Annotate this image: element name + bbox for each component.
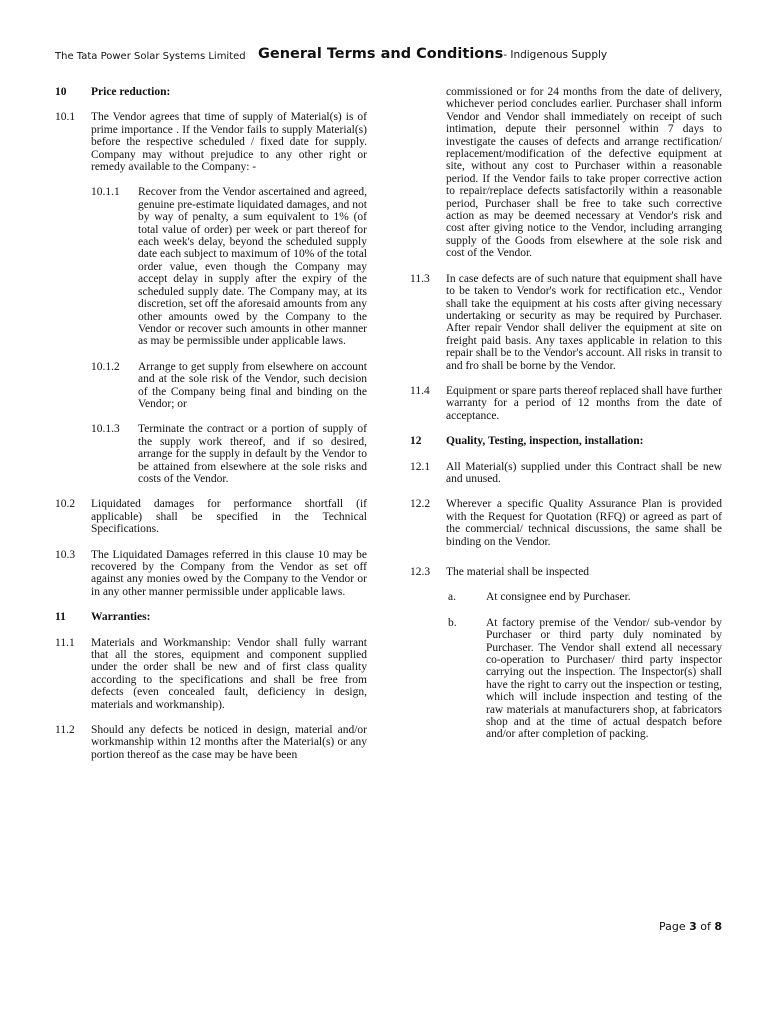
section-11-heading: 11 Warranties: [55, 611, 151, 624]
clause-12-2: 12.2 Wherever a specific Quality Assurance Plan is provided with the Request for Quotation (RFQ) or agreed as part of the commercial/ technical discussions, the same shall be binding on the Vendor. [410, 498, 722, 548]
section-12-heading: 12 Quality, Testing, inspection, installation: [410, 435, 644, 448]
clause-10-1-3: 10.1.3 Terminate the contract or a portion of supply of the supply work thereof, and if so desired, arrange for the supply in default by the Vendor to be attained from elsewhere at the sole risks and costs of the Vendor. [91, 423, 367, 485]
clause-12-3-a: a. At consignee end by Purchaser. [448, 591, 631, 604]
right-column [410, 86, 722, 754]
section-10-heading: 10 Price reduction: [55, 86, 171, 98]
clause-11-1: 11.1 Materials and Workmanship: Vendor shall fully warrant that all the stores, equipment and component supplied under the order shall be new and of first class quality according to the specifications and shall be free from defects (even concealed fault, deficiency in design, materials and workmanship). [55, 636, 367, 711]
clause-12-3-b: b. At factory premise of the Vendor/ sub-vendor by Purchaser or third party duly nominated by Purchaser. The Vendor shall extend all necessary co-operation to Purchaser/ third party inspector carrying out the inspection. The Inspector(s) shall have the right to carry out the inspection or testing, which will include inspection and testing of the raw materials at manufacturers shop, at fabricators shop and at the time of actual despatch before and/or after completion of packing. [448, 616, 722, 741]
clause-11-3: 11.3 In case defects are of such nature that equipment shall have to be taken to Vendor's work for rectification etc., Vendor shall take the equipment at his costs after giving necessary undertaking or security as may be required by Purchaser. After repair Vendor shall deliver the equipment at site on freight paid basis. Any taxes applicable in relation to this repair shall be to the Vendor's account. All risks in transit to and fro shall be borne by the Vendor. [410, 272, 722, 372]
document-title [258, 46, 607, 62]
clause-10-1-2: 10.1.2 Arrange to get supply from elsewhere on account and at the sole risk of the Vendor, such decision of the Company being final and binding on the Vendor; or [91, 360, 367, 410]
clause-10-1: 10.1 The Vendor agrees that time of supply of Material(s) is of prime importance . If the Vendor fails to supply Material(s) before the respective scheduled / fixed date for supply. Company may without prejudice to any other right or remedy available to the Company: - [55, 111, 367, 174]
page-number: Page 3 of 8 [659, 920, 723, 933]
clause-11-2-continued: commissioned or for 24 months from the date of delivery, whichever period concludes earlier. Purchaser shall inform Vendor and Vendor shall immediately on receipt of such intimation, depute their personnel within 7 days to investigate the causes of defects and arrange rectification/ replacement/modification of the defective equipment at site, without any cost to Purchaser within a reasonable period. If the Vendor fails to take proper corrective action to repair/replace defects satisfactorily within a reasonable period, Purchaser shall be free to take such corrective action as may be deemed necessary at Vendor's risk and cost after giving notice to the Vendor, including arranging supply of the Goods from elsewhere at the sole risk and cost of the Vendor. [446, 86, 722, 260]
clause-10-1-1: 10.1.1 Recover from the Vendor ascertained and agreed, genuine pre-estimate liquidated damages, and not by way of penalty, a sum equivalent to 1% (of total value of order) per week or part thereof for each week's delay, beyond the scheduled supply date each subject to maximum of 10% of the total order value, even though the Company may accept delay in supply after the expiry of the scheduled supply date. The Company may, at its discretion, set off the aforesaid amounts from any other amounts owed by the Company to the Vendor or recover such amounts in other manner as may be permissible under applicable laws. [91, 186, 367, 348]
title-subtitle: - Indigenous Supply [503, 49, 608, 61]
company-name: The Tata Power Solar Systems Limited [55, 51, 246, 62]
clause-12-1: 12.1 All Material(s) supplied under this Contract shall be new and unused. [410, 460, 722, 485]
clause-10-3: 10.3 The Liquidated Damages referred in this clause 10 may be recovered by the Company from the Vendor as set off against any monies owed by the Company to the Vendor or in any other manner permissible under applicable laws. [55, 548, 367, 598]
clause-12-3: 12.3 The material shall be inspected [410, 566, 590, 578]
clause-11-2: 11.2 Should any defects be noticed in design, material and/or workmanship within 12 months after the Material(s) or any portion thereof as the case may be have been [55, 724, 367, 761]
clause-11-4: 11.4 Equipment or spare parts thereof replaced shall have further warranty for a period of 12 months from the date of acceptance. [410, 384, 722, 422]
left-column [55, 86, 367, 774]
clause-10-2: 10.2 Liquidated damages for performance shortfall (if applicable) shall be specified in the Technical Specifications. [55, 498, 367, 536]
title-main: General Terms and Conditions [258, 46, 504, 62]
